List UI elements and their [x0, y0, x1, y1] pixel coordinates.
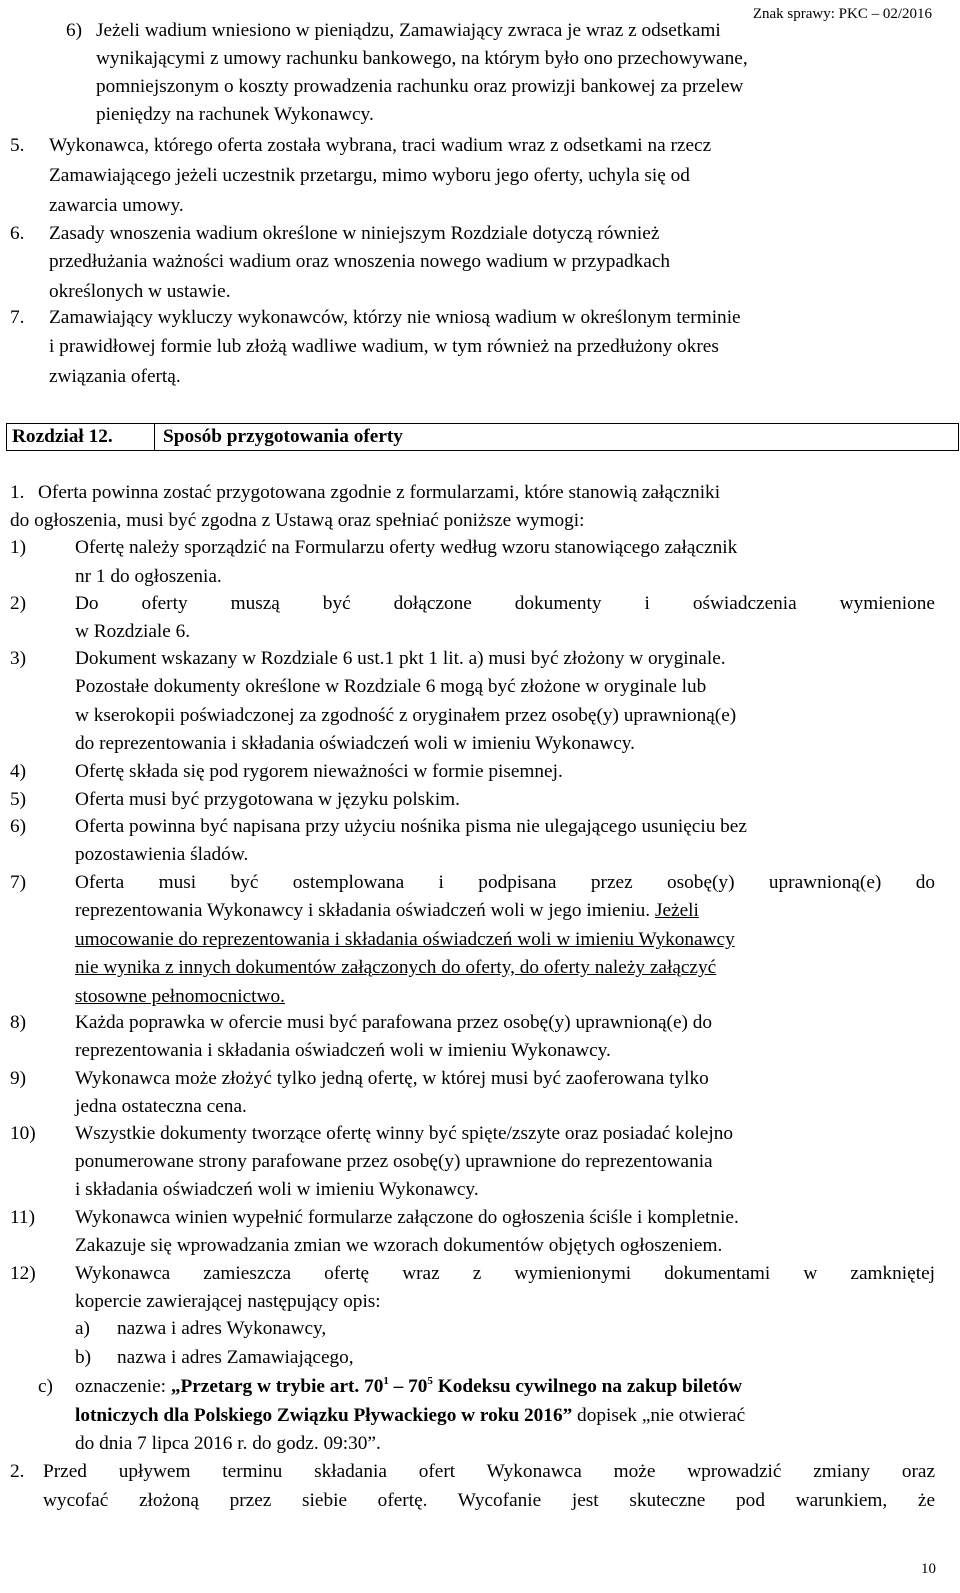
text-line: i składania oświadczeń woli w imieniu Wykonawcy. — [75, 1179, 479, 1200]
item-number: 6) — [66, 20, 83, 41]
sub-item-letter: c) — [38, 1376, 53, 1397]
item-number: 8) — [10, 1012, 27, 1033]
text-line: Wszystkie dokumenty tworzące ofertę winny być spięte/zszyte oraz posiadać kolejno — [75, 1123, 734, 1144]
item-number: 12) — [10, 1263, 36, 1284]
text-plain: dopisek „nie otwierać — [572, 1405, 746, 1426]
text-bold: „Przetarg w trybie art. 70 — [170, 1376, 384, 1397]
item-number: 11) — [10, 1207, 35, 1228]
text-line: Zasady wnoszenia wadium określone w niniejszym Rozdziale dotyczą również — [49, 223, 660, 244]
text-bold: Kodeksu cywilnego na zakup biletów — [432, 1376, 743, 1397]
item-number: 7) — [10, 872, 27, 893]
text-line: Dokument wskazany w Rozdziale 6 ust.1 pkt 1 lit. a) musi być złożony w oryginale. — [75, 648, 726, 669]
text-line: do dnia 7 lipca 2016 r. do godz. 09:30”. — [75, 1433, 381, 1454]
sub-item-letter: b) — [75, 1347, 92, 1368]
paragraph-number: 7. — [10, 307, 25, 328]
text-underlined: Jeżeli — [654, 900, 699, 921]
text-plain: oznaczenie: — [75, 1376, 171, 1397]
item-number: 6) — [10, 816, 27, 837]
text-line: Oferta powinna być napisana przy użyciu nośnika pisma nie ulegającego usunięciu bez — [75, 816, 747, 837]
text-line: Oferta powinna zostać przygotowana zgodnie z formularzami, które stanowią załączniki — [38, 482, 721, 503]
text-line: Zakazuje się wprowadzania zmian we wzorach dokumentów objętych ogłoszeniem. — [75, 1235, 723, 1256]
text-line: określonych w ustawie. — [49, 281, 231, 302]
text-line: związania ofertą. — [49, 366, 181, 387]
text-line: Wykonawca, którego oferta została wybrana, traci wadium wraz z odsetkami na rzecz — [49, 135, 712, 156]
text-line: Zamawiający wykluczy wykonawców, którzy nie wniosą wadium w określonym terminie — [49, 307, 741, 328]
text-line: nr 1 do ogłoszenia. — [75, 566, 222, 587]
text-line: w kserokopii poświadczonej za zgodność z oryginałem przez osobę(y) uprawnioną(e) — [75, 705, 737, 726]
chapter-heading-box — [6, 423, 959, 451]
text-line: Ofertę składa się pod rygorem nieważności w formie pisemnej. — [75, 761, 563, 782]
text-line-underlined: umocowanie do reprezentowania i składania oświadczeń woli w imieniu Wykonawcy — [75, 929, 735, 950]
text-line: Wykonawca winien wypełnić formularze załączone do ogłoszenia ściśle i kompletnie. — [75, 1207, 739, 1228]
item-number: 9) — [10, 1068, 27, 1089]
text-line: Do oferty muszą być dołączone dokumenty i oświadczenia wymienione — [75, 593, 935, 614]
item-number: 5) — [10, 789, 27, 810]
text-line: pomniejszonym o koszty prowadzenia rachunku oraz prowizji bankowej za przelew — [96, 76, 744, 97]
item-number: 4) — [10, 761, 27, 782]
chapter-title: Sposób przygotowania oferty — [163, 426, 403, 447]
text-line: wycofać złożoną przez siebie ofertę. Wycofanie jest skuteczne pod warunkiem, że — [43, 1490, 935, 1511]
sub-item-letter: a) — [75, 1318, 90, 1339]
paragraph-number: 1. — [10, 482, 25, 503]
text-line: jedna ostateczna cena. — [75, 1096, 247, 1117]
text-line: Jeżeli wadium wniesiono w pieniądzu, Zamawiający zwraca je wraz z odsetkami — [96, 20, 721, 41]
text-line: Oferta musi być ostemplowana i podpisana przez osobę(y) uprawnioną(e) do — [75, 872, 935, 893]
text-line: Wykonawca może złożyć tylko jedną ofertę, w której musi być zaoferowana tylko — [75, 1068, 709, 1089]
text-line: pieniędzy na rachunek Wykonawcy. — [96, 104, 374, 125]
paragraph-number: 2. — [10, 1461, 25, 1482]
text-line: Oferta musi być przygotowana w języku polskim. — [75, 789, 460, 810]
item-number: 2) — [10, 593, 27, 614]
text-line: w Rozdziale 6. — [75, 621, 191, 642]
text-line: kopercie zawierającej następujący opis: — [75, 1291, 381, 1312]
text-line — [75, 1405, 745, 1427]
text-line: nazwa i adres Zamawiającego, — [117, 1347, 354, 1368]
text-line: i prawidłowej formie lub złożą wadliwe wadium, w tym również na przedłużony okres — [49, 336, 719, 357]
text-line: ponumerowane strony parafowane przez osobę(y) uprawnione do reprezentowania — [75, 1151, 713, 1172]
text-line: Wykonawca zamieszcza ofertę wraz z wymienionymi dokumentami w zamkniętej — [75, 1263, 935, 1284]
text-line-underlined: nie wynika z innych dokumentów załączonych do oferty, do oferty należy załączyć — [75, 957, 717, 978]
text-line — [75, 900, 699, 922]
text-line: Przed upływem terminu składania ofert Wykonawca może wprowadzić zmiany oraz — [43, 1461, 935, 1482]
page-number: 10 — [921, 1561, 936, 1577]
text-line: wynikającymi z umowy rachunku bankowego, na którym było ono przechowywane, — [96, 48, 748, 69]
chapter-divider — [154, 424, 155, 450]
chapter-number: Rozdział 12. — [12, 426, 113, 447]
item-number: 3) — [10, 648, 27, 669]
text-line: Ofertę należy sporządzić na Formularzu oferty według wzoru stanowiącego załącznik — [75, 537, 738, 558]
text-plain: reprezentowania Wykonawcy i składania oświadczeń woli w jego imieniu. — [75, 900, 655, 921]
paragraph-number: 5. — [10, 135, 25, 156]
text-bold: lotniczych dla Polskiego Związku Pływackiego w roku 2016” — [75, 1405, 573, 1426]
text-line: Pozostałe dokumenty określone w Rozdziale 6 mogą być złożone w oryginale lub — [75, 676, 707, 697]
text-line: do ogłoszenia, musi być zgodna z Ustawą oraz spełniać poniższe wymogi: — [10, 510, 585, 531]
text-line: przedłużania ważności wadium oraz wnoszenia nowego wadium w przypadkach — [49, 251, 671, 272]
text-line: Zamawiającego jeżeli uczestnik przetargu, mimo wyboru jego oferty, uchyla się od — [49, 165, 690, 186]
text-line: do reprezentowania i składania oświadczeń woli w imieniu Wykonawcy. — [75, 733, 635, 754]
text-line: pozostawienia śladów. — [75, 844, 249, 865]
text-line-underlined: stosowne pełnomocnictwo. — [75, 986, 285, 1007]
text-line: reprezentowania i składania oświadczeń woli w imieniu Wykonawcy. — [75, 1040, 611, 1061]
text-line: nazwa i adres Wykonawcy, — [117, 1318, 327, 1339]
superscript: 5 — [427, 1375, 433, 1387]
paragraph-number: 6. — [10, 223, 25, 244]
text-bold: – 70 — [388, 1376, 428, 1397]
text-line: Każda poprawka w ofercie musi być parafowana przez osobę(y) uprawnioną(e) do — [75, 1012, 713, 1033]
item-number: 1) — [10, 537, 27, 558]
page-header-case-ref: Znak sprawy: PKC – 02/2016 — [752, 6, 932, 22]
superscript: 1 — [383, 1375, 389, 1387]
item-number: 10) — [10, 1123, 36, 1144]
text-line — [75, 1376, 742, 1398]
text-line: zawarcia umowy. — [49, 195, 184, 216]
